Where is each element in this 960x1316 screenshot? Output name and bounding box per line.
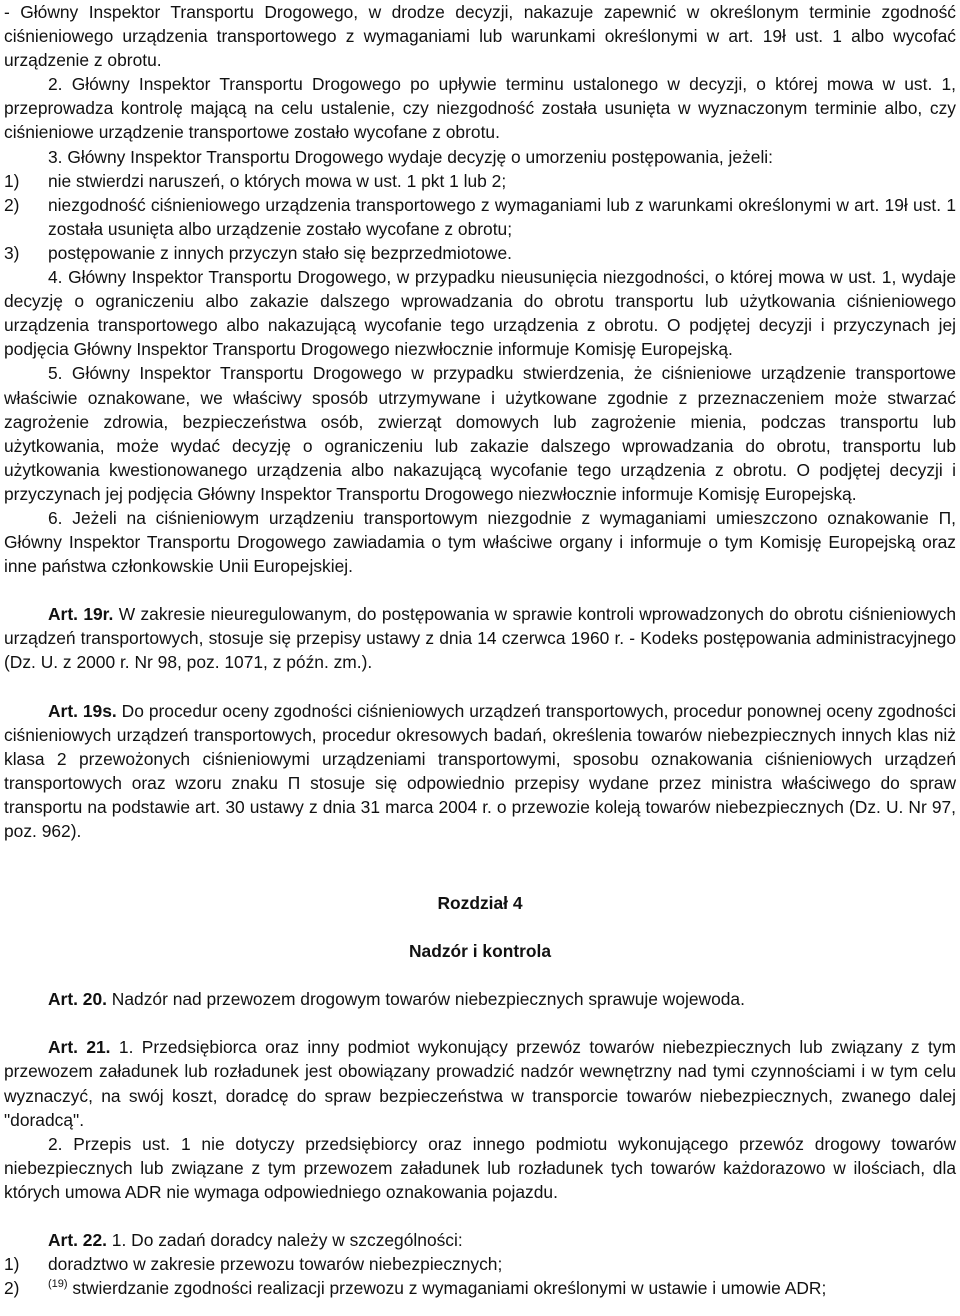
- list-item: [4, 241, 956, 265]
- list-number: 1): [4, 1254, 20, 1275]
- list-item: [4, 193, 956, 241]
- list-text: postępowanie z innych przyczyn stało się bezprzedmiotowe.: [48, 242, 512, 263]
- list-item: [4, 1276, 956, 1300]
- paragraph-6: 6. Jeżeli na ciśnieniowym urządzeniu transportowym niezgodnie z wymaganiami umieszczono oznakowanie Π, Główny Inspektor Transportu Drogowego zawiadamia o tym właściwe organy i informuje o tym Komisję Europejską oraz inne państwa członkowskie Unii Europejskiej.: [4, 507, 956, 577]
- article-text: 1. Do zadań doradcy należy w szczególności:: [106, 1230, 463, 1251]
- spacer: [4, 1204, 956, 1228]
- paragraph-3: 3. Główny Inspektor Transportu Drogowego wydaje decyzję o umorzeniu postępowania, jeżeli:: [48, 146, 773, 167]
- list-text: niezgodność ciśnieniowego urządzenia transportowego z wymaganiami lub z warunkami określonymi w art. 19ł ust. 1 została usunięta albo urządzenie zostało wycofane z obrotu;: [48, 194, 956, 239]
- article-20: [4, 987, 956, 1011]
- list-item: [4, 169, 956, 193]
- article-label: Art. 19s.: [48, 700, 117, 721]
- spacer: [4, 915, 956, 939]
- article-text: 1. Przedsiębiorca oraz inny podmiot wykonujący przewóz towarów niebezpiecznych lub związany z tym przewozem załadunek lub rozładunek jest obowiązany prowadzić nadzór wewnętrzny nad tymi czynnościami i w tym celu wyznaczyć, na swój koszt, doradcę do spraw bezpieczeństwa w transporcie towarów niebezpiecznych, zwanego dalej "doradcą".: [4, 1037, 956, 1130]
- chapter-title: Nadzór i kontrola: [408, 941, 552, 962]
- spacer: [4, 867, 956, 891]
- article-22: [4, 1228, 956, 1252]
- list-item: [4, 1252, 956, 1276]
- article-label: Art. 20.: [48, 989, 107, 1010]
- chapter-number: Rozdział 4: [437, 893, 523, 914]
- list-text: nie stwierdzi naruszeń, o których mowa w ust. 1 pkt 1 lub 2;: [48, 170, 507, 191]
- paragraph-5: 5. Główny Inspektor Transportu Drogowego w przypadku stwierdzenia, że ciśnieniowe urządzenie transportowe właściwie oznakowane, we właściwy sposób utrzymywane i użytkowane zgodnie z przeznaczeniem może stwarzać zagrożenie zdrowia, bezpieczeństwa osób, zwierząt domowych lub zagrożenie mienia, podczas transportu lub użytkowania, może wydać decyzję o ograniczeniu lub zakazie dalszego wprowadzania do obrotu, transportu lub użytkowania kwestionowanego urządzenia albo nakazującą wycofanie tego urządzenia z obrotu. O podjętej decyzji i przyczynach jej podjęcia Główny Inspektor Transportu Drogowego niezwłocznie informuje Komisję Europejską.: [4, 363, 956, 504]
- spacer: [4, 578, 956, 602]
- spacer: [4, 675, 956, 699]
- article-21-paragraph-2: 2. Przepis ust. 1 nie dotyczy przedsiębiorcy oraz innego podmiotu wykonującego przewóz drogowy towarów niebezpiecznych lub związane z tym przewozem załadunek lub rozładunek tych towarów każdorazowo w ilościach, dla których umowa ADR nie wymaga odpowiedniego oznakowania pojazdu.: [4, 1133, 956, 1202]
- article-text: Nadzór nad przewozem drogowym towarów niebezpiecznych sprawuje wojewoda.: [106, 989, 745, 1010]
- list-number: 1): [4, 170, 20, 191]
- spacer: [4, 963, 956, 987]
- list-text: doradztwo w zakresie przewozu towarów niebezpiecznych;: [48, 1254, 503, 1275]
- footnote-marker: (19): [48, 1278, 68, 1291]
- paragraph-intro-cont: - Główny Inspektor Transportu Drogowego, w drodze decyzji, nakazuje zapewnić w określonym terminie zgodność ciśnieniowego urządzenia transportowego z wymaganiami lub warunkami określonymi w art. 19ł ust. 1 albo wycofać urządzenie z obrotu.: [4, 2, 956, 71]
- article-label: Art. 19r.: [48, 604, 114, 625]
- article-text: Do procedur oceny zgodności ciśnieniowych urządzeń transportowych, procedur ponownej oceny zgodności ciśnieniowych urządzeń transportowych, procedur okresowych badań, określenia towarów niebezpiecznych innych klas niż klasa 2 przewożonych ciśnieniowymi urządzeniami transportowymi, sposobu oznakowania ciśnieniowych urządzeń transportowych oraz wzoru znaku Π stosuje się odpowiednio przepisy wydane przez ministra właściwego do spraw transportu na podstawie art. 30 ustawy z dnia 31 marca 2004 r. o przewozie koleją towarów niebezpiecznych (Dz. U. Nr 97, poz. 962).: [4, 700, 956, 841]
- spacer: [4, 1011, 956, 1035]
- paragraph-2: 2. Główny Inspektor Transportu Drogowego po upływie terminu ustalonego w decyzji, o której mowa w ust. 1, przeprowadza kontrolę mającą na celu ustalenie, czy niezgodność została usunięta w wyznaczonym terminie albo, czy ciśnieniowe urządzenie transportowe zostało wycofane z obrotu.: [4, 74, 956, 143]
- article-21: [4, 1035, 956, 1131]
- list-number: 3): [4, 242, 20, 263]
- list-number: 2): [4, 194, 20, 215]
- list-text: stwierdzanie zgodności realizacji przewozu z wymaganiami określonymi w ustawie i umowie ADR;: [67, 1278, 827, 1299]
- article-19s: [4, 699, 956, 844]
- article-label: Art. 21.: [48, 1037, 111, 1058]
- list-text-with-footnote: [48, 1276, 956, 1300]
- article-label: Art. 22.: [48, 1230, 107, 1251]
- list-number: 2): [4, 1278, 20, 1299]
- article-19r: [4, 602, 956, 674]
- article-text: W zakresie nieuregulowanym, do postępowania w sprawie kontroli wprowadzonych do obrotu ciśnieniowych urządzeń transportowych, stosuje się przepisy ustawy z dnia 14 czerwca 1960 r. - Kodeks postępowania administracyjnego (Dz. U. z 2000 r. Nr 98, poz. 1071, z późn. zm.).: [4, 604, 956, 673]
- paragraph-4: 4. Główny Inspektor Transportu Drogowego, w przypadku nieusunięcia niezgodności, o której mowa w ust. 1, wydaje decyzję o ograniczeniu albo zakazie dalszego wprowadzania do obrotu transportu lub użytkowania ciśnieniowego urządzenia transportowego albo nakazującą wycofanie tego urządzenia z obrotu. O podjętej decyzji i przyczynach jej podjęcia Główny Inspektor Transportu Drogowego niezwłocznie informuje Komisję Europejską.: [4, 267, 956, 360]
- spacer: [4, 843, 956, 867]
